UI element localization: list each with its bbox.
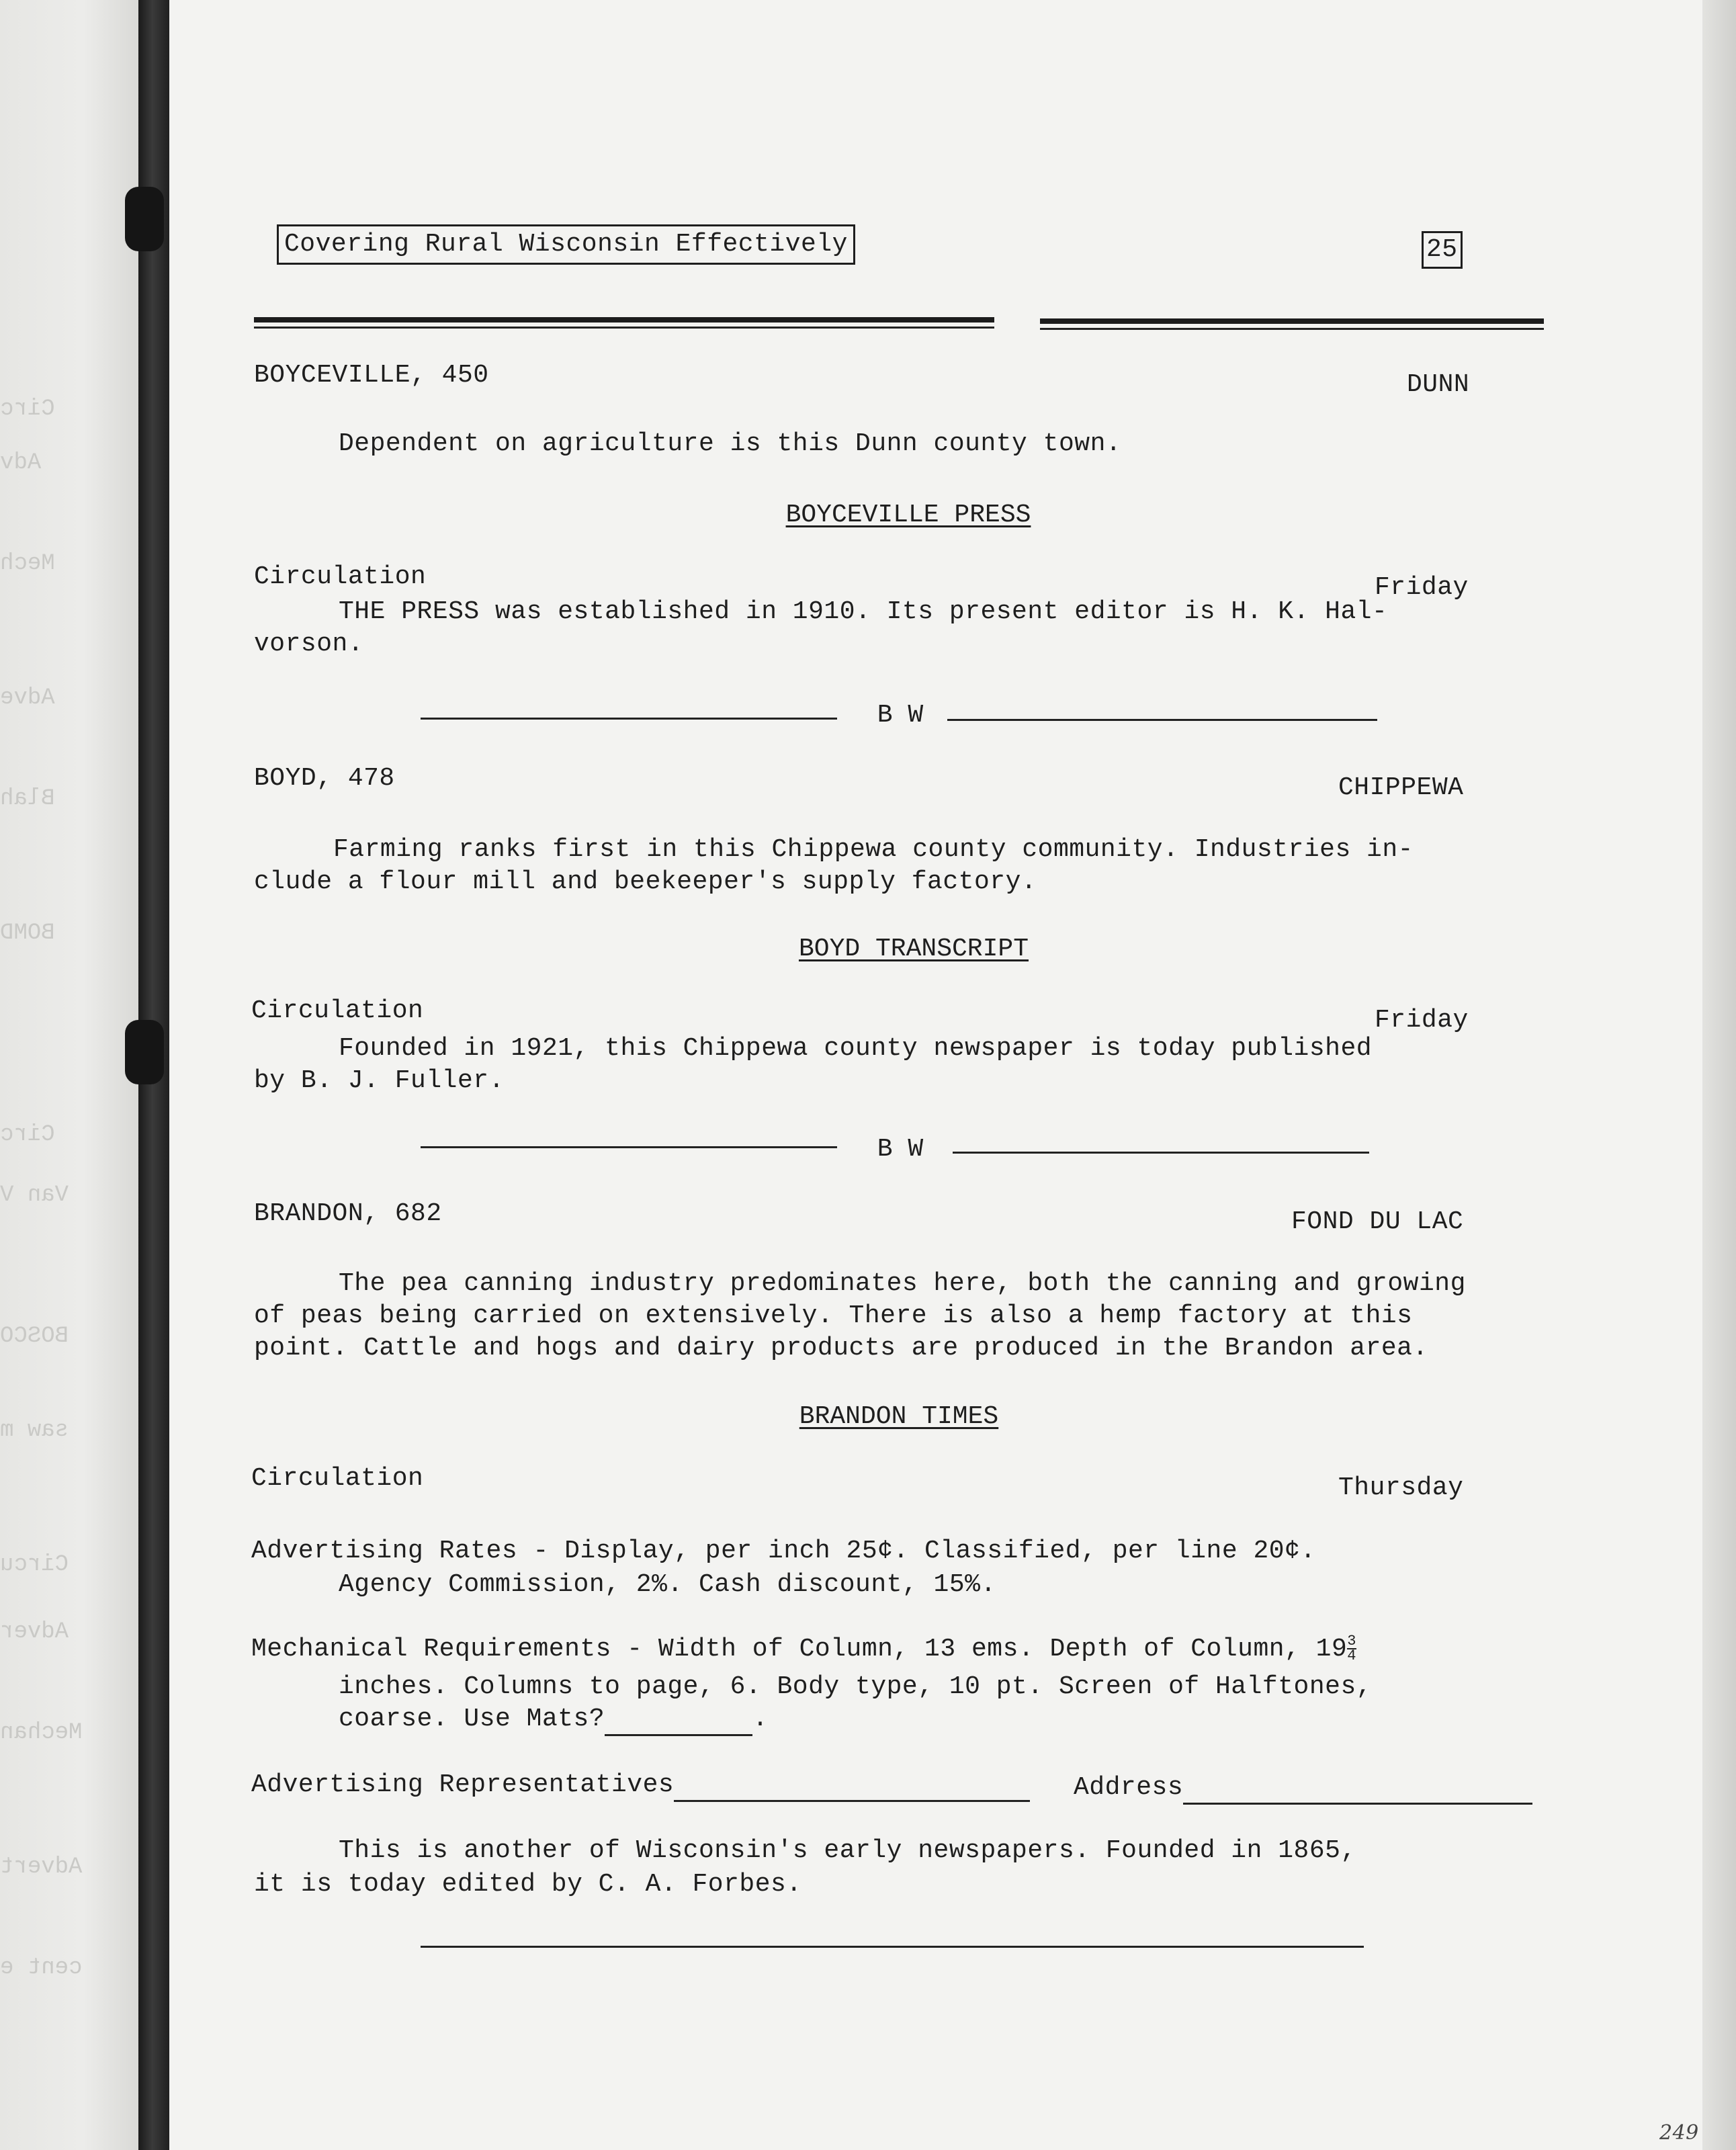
- publication-day: Friday: [1375, 1006, 1469, 1035]
- separator-rule-left: [421, 1146, 837, 1148]
- town-description-line: of peas being carried on extensively. There is also a hemp factory at this: [254, 1301, 1413, 1330]
- header-rule-left: [254, 317, 994, 322]
- newspaper-note-line: vorson.: [254, 630, 364, 658]
- circulation-label: Circulation: [254, 562, 427, 591]
- fraction-numerator: 3: [1347, 1632, 1356, 1649]
- previous-page-edge: [0, 0, 138, 2150]
- bleed-through-text: Circ: [0, 1122, 55, 1148]
- separator-mark: B W: [877, 701, 924, 730]
- bleed-through-text: Adve: [0, 685, 55, 711]
- advertising-rates-line: Advertising Rates - Display, per inch 25¢. Classified, per line 20¢.: [251, 1537, 1316, 1565]
- town-heading: BRANDON, 682: [254, 1199, 442, 1228]
- address-blank: [1183, 1778, 1532, 1805]
- town-description-line: point. Cattle and hogs and dairy products are produced in the Brandon area.: [254, 1334, 1428, 1363]
- binder-clip: [125, 1020, 164, 1084]
- bleed-through-text: Mech: [0, 551, 55, 576]
- bleed-through-text: Circ: [0, 396, 55, 422]
- newspaper-note-line: THE PRESS was established in 1910. Its present editor is H. K. Hal-: [339, 597, 1388, 626]
- county-name: FOND DU LAC: [1291, 1207, 1464, 1236]
- header-rule-right-thin: [1040, 328, 1544, 330]
- town-heading: BOYD, 478: [254, 764, 395, 793]
- fraction: [1347, 1632, 1356, 1664]
- separator-rule-left: [421, 718, 837, 720]
- advertising-rates-line: Agency Commission, 2%. Cash discount, 15%.: [339, 1570, 996, 1599]
- publication-day: Friday: [1375, 573, 1469, 602]
- bleed-through-text: saw m: [0, 1418, 69, 1443]
- binder-clip: [125, 187, 164, 251]
- end-rule: [421, 1946, 1364, 1948]
- bleed-through-text: cent e: [0, 1955, 83, 1981]
- circulation-label: Circulation: [251, 996, 424, 1025]
- town-description-line: Dependent on agriculture is this Dunn county town.: [339, 429, 1122, 458]
- town-description-line: The pea canning industry predominates here, both the canning and growing: [339, 1269, 1466, 1298]
- address-label: Address: [1074, 1773, 1184, 1802]
- mechanical-requirements-line: [251, 1633, 1356, 1666]
- newspaper-title: BOYCEVILLE PRESS: [785, 501, 1031, 529]
- bleed-through-text: Van V: [0, 1182, 69, 1208]
- town-heading: BOYCEVILLE, 450: [254, 361, 489, 390]
- bleed-through-text: Adv: [0, 450, 42, 476]
- bleed-through-text: Blah: [0, 786, 55, 812]
- publication-day: Thursday: [1338, 1473, 1464, 1502]
- bleed-through-text: Adver: [0, 1619, 69, 1645]
- bleed-through-text: Mechan: [0, 1720, 83, 1746]
- county-name: DUNN: [1407, 370, 1470, 399]
- mechanical-requirements-line: coarse. Use Mats? .: [339, 1703, 768, 1736]
- county-name: CHIPPEWA: [1338, 773, 1464, 802]
- representatives-line: [251, 1768, 1030, 1802]
- bleed-through-text: BOSCO: [0, 1324, 69, 1349]
- header-rule-left-thin: [254, 327, 994, 329]
- representatives-label: Advertising Representatives: [251, 1770, 675, 1799]
- use-mats-label: coarse. Use Mats?: [339, 1705, 605, 1733]
- separator-rule-right: [953, 1152, 1369, 1154]
- newspaper-note-line: it is today edited by C. A. Forbes.: [254, 1870, 802, 1899]
- newspaper-title: BOYD TRANSCRIPT: [798, 935, 1029, 963]
- separator-rule-right: [947, 719, 1377, 721]
- bleed-through-text: Advert: [0, 1854, 83, 1880]
- use-mats-blank: [605, 1710, 752, 1736]
- bleed-through-text: BOMD: [0, 920, 55, 946]
- mechanical-requirements-line: inches. Columns to page, 6. Body type, 10 pt. Screen of Halftones,: [339, 1672, 1373, 1701]
- circulation-label: Circulation: [251, 1464, 424, 1493]
- address-line: [1074, 1771, 1532, 1805]
- bleed-through-text: Circu: [0, 1552, 69, 1578]
- newspaper-note-line: by B. J. Fuller.: [254, 1066, 505, 1095]
- newspaper-note-line: Founded in 1921, this Chippewa county newspaper is today published: [339, 1034, 1373, 1063]
- newspaper-note-line: This is another of Wisconsin's early newspapers. Founded in 1865,: [339, 1836, 1356, 1865]
- running-header-title: Covering Rural Wisconsin Effectively: [277, 224, 855, 265]
- mechanical-requirements-text: Mechanical Requirements - Width of Column, 13 ems. Depth of Column, 19: [251, 1635, 1348, 1664]
- corner-handwritten-note: 249: [1659, 2121, 1699, 2145]
- town-description-line: clude a flour mill and beekeeper's supply factory.: [254, 867, 1037, 896]
- header-rule-right: [1040, 318, 1544, 324]
- representatives-blank: [674, 1776, 1030, 1802]
- fraction-denominator: 4: [1347, 1647, 1356, 1664]
- newspaper-title: BRANDON TIMES: [799, 1402, 999, 1431]
- page-number: 25: [1422, 231, 1463, 269]
- next-page-edge: [1702, 0, 1736, 2150]
- town-description-line: Farming ranks first in this Chippewa county community. Industries in-: [333, 835, 1414, 864]
- separator-mark: B W: [877, 1135, 924, 1164]
